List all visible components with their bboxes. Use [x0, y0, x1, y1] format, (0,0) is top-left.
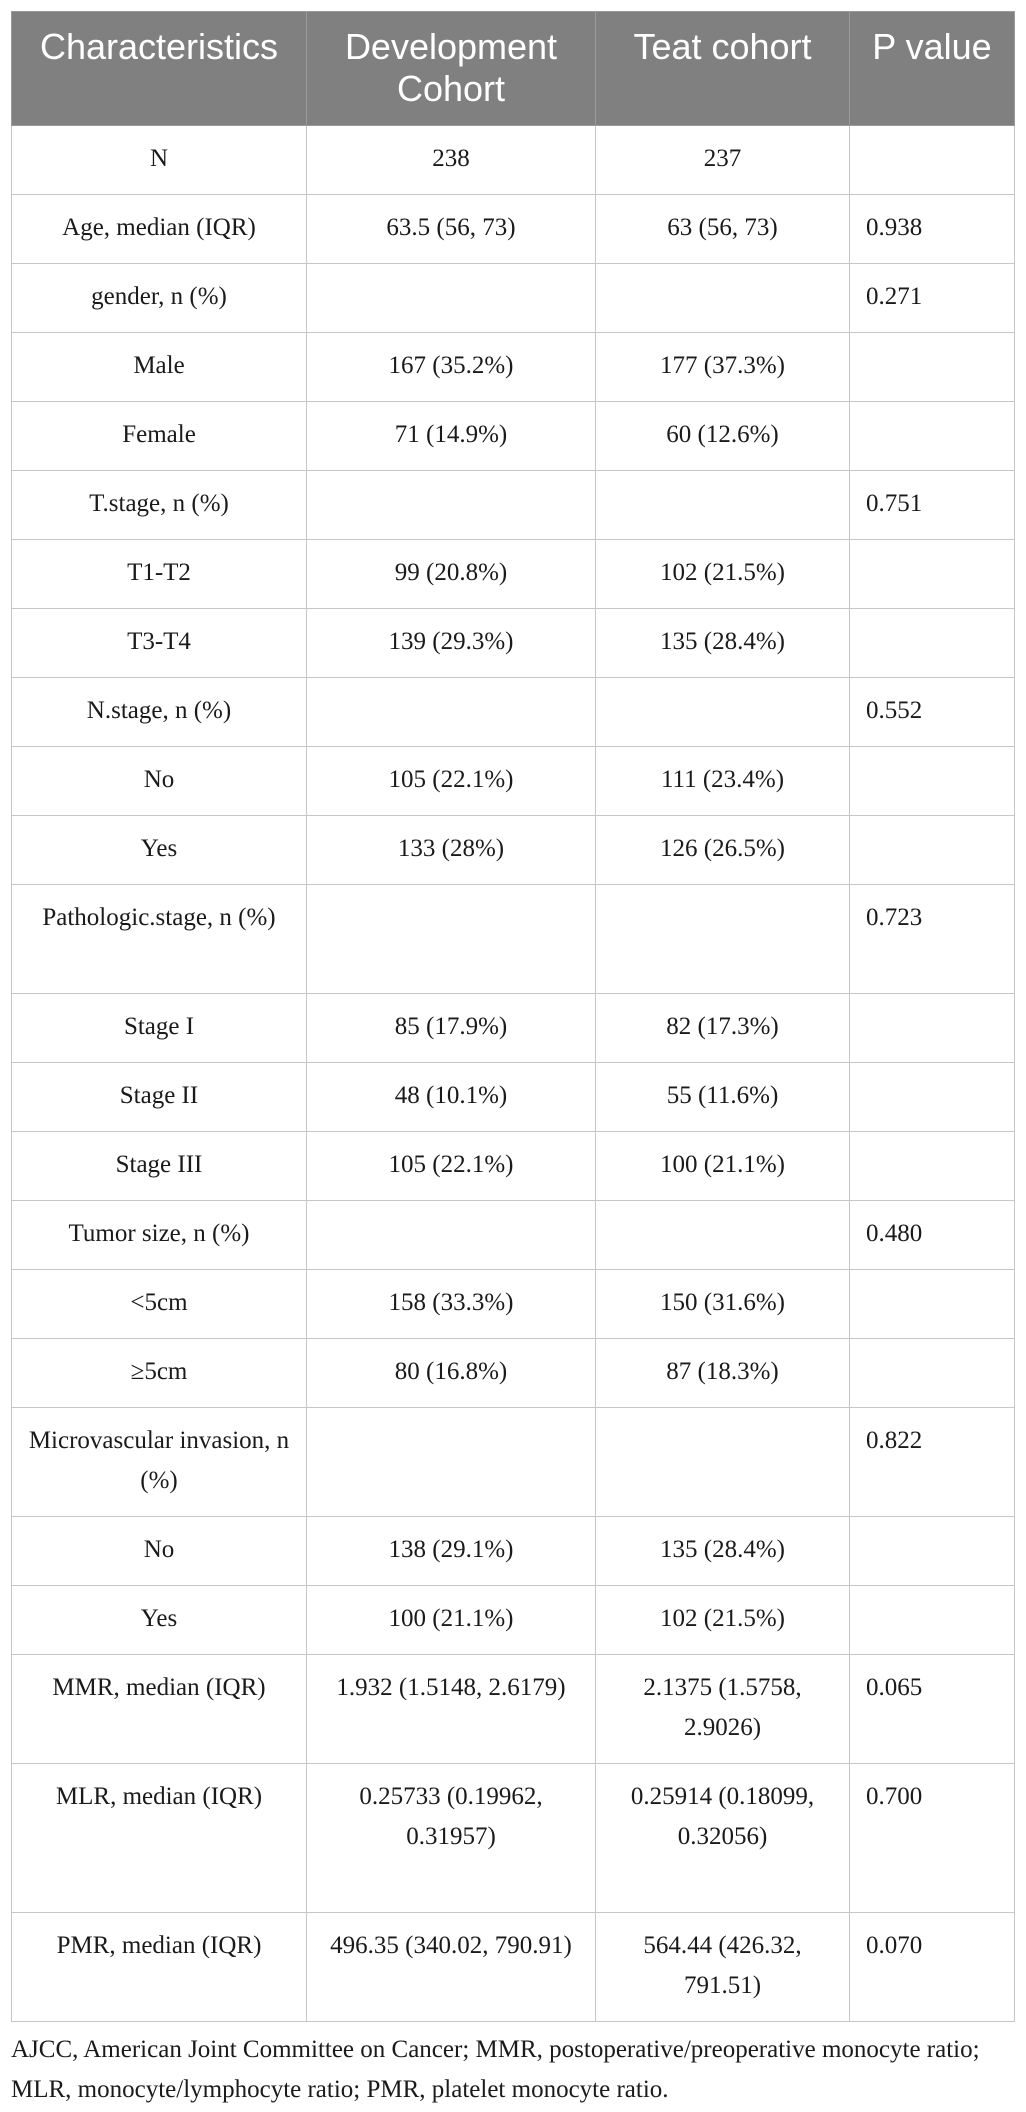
cell-characteristic: Male	[12, 333, 307, 402]
table-row	[12, 1132, 1015, 1201]
table-row	[12, 747, 1015, 816]
cell-development-cohort: 80 (16.8%)	[307, 1339, 596, 1408]
cell-p-value	[850, 747, 1015, 816]
table-row	[12, 333, 1015, 402]
header-row	[12, 12, 1015, 126]
cell-characteristic: N.stage, n (%)	[12, 678, 307, 747]
header-test-cohort: Teat cohort	[596, 12, 850, 126]
cell-characteristic: Female	[12, 402, 307, 471]
table-row	[12, 1201, 1015, 1270]
cell-test-cohort: 55 (11.6%)	[596, 1063, 850, 1132]
cell-characteristic: Pathologic.stage, n (%)	[12, 885, 307, 994]
table-body	[12, 126, 1015, 2022]
table-row	[12, 678, 1015, 747]
cell-characteristic: Microvascular invasion, n (%)	[12, 1408, 307, 1517]
cell-development-cohort: 48 (10.1%)	[307, 1063, 596, 1132]
cell-test-cohort	[596, 471, 850, 540]
cell-p-value: 0.065	[850, 1655, 1015, 1764]
cell-test-cohort	[596, 678, 850, 747]
table-row	[12, 1586, 1015, 1655]
cell-characteristic: Stage III	[12, 1132, 307, 1201]
cell-characteristic: Tumor size, n (%)	[12, 1201, 307, 1270]
cell-development-cohort: 238	[307, 126, 596, 195]
header-development-cohort: Development Cohort	[307, 12, 596, 126]
cell-p-value	[850, 540, 1015, 609]
cell-p-value: 0.070	[850, 1913, 1015, 2022]
cell-p-value	[850, 126, 1015, 195]
cell-test-cohort: 102 (21.5%)	[596, 1586, 850, 1655]
cell-p-value: 0.480	[850, 1201, 1015, 1270]
cell-development-cohort: 167 (35.2%)	[307, 333, 596, 402]
cell-development-cohort: 63.5 (56, 73)	[307, 195, 596, 264]
cell-p-value	[850, 402, 1015, 471]
cell-development-cohort: 100 (21.1%)	[307, 1586, 596, 1655]
cell-development-cohort	[307, 264, 596, 333]
cell-development-cohort: 85 (17.9%)	[307, 994, 596, 1063]
cell-development-cohort: 99 (20.8%)	[307, 540, 596, 609]
cell-test-cohort: 177 (37.3%)	[596, 333, 850, 402]
cell-p-value: 0.700	[850, 1764, 1015, 1913]
table-row	[12, 126, 1015, 195]
table-row	[12, 540, 1015, 609]
cell-characteristic: Stage II	[12, 1063, 307, 1132]
cell-characteristic: Yes	[12, 1586, 307, 1655]
cell-test-cohort: 126 (26.5%)	[596, 816, 850, 885]
cell-test-cohort: 60 (12.6%)	[596, 402, 850, 471]
cell-test-cohort	[596, 264, 850, 333]
cell-development-cohort: 105 (22.1%)	[307, 1132, 596, 1201]
table-row	[12, 609, 1015, 678]
cell-p-value: 0.751	[850, 471, 1015, 540]
cell-p-value: 0.822	[850, 1408, 1015, 1517]
cell-p-value	[850, 1586, 1015, 1655]
cell-development-cohort	[307, 678, 596, 747]
cell-development-cohort	[307, 885, 596, 994]
cell-p-value: 0.723	[850, 885, 1015, 994]
cell-p-value	[850, 994, 1015, 1063]
cell-test-cohort: 87 (18.3%)	[596, 1339, 850, 1408]
cell-test-cohort: 0.25914 (0.18099, 0.32056)	[596, 1764, 850, 1913]
cell-characteristic: ≥5cm	[12, 1339, 307, 1408]
cell-characteristic: MLR, median (IQR)	[12, 1764, 307, 1913]
cell-test-cohort: 82 (17.3%)	[596, 994, 850, 1063]
cell-development-cohort: 0.25733 (0.19962, 0.31957)	[307, 1764, 596, 1913]
cell-test-cohort: 102 (21.5%)	[596, 540, 850, 609]
table-row	[12, 1517, 1015, 1586]
cell-characteristic: No	[12, 747, 307, 816]
cell-test-cohort	[596, 885, 850, 994]
cell-development-cohort	[307, 1408, 596, 1517]
cell-p-value	[850, 1517, 1015, 1586]
table-row	[12, 1063, 1015, 1132]
cell-p-value	[850, 1132, 1015, 1201]
cell-test-cohort: 63 (56, 73)	[596, 195, 850, 264]
cell-p-value: 0.552	[850, 678, 1015, 747]
cell-test-cohort: 135 (28.4%)	[596, 1517, 850, 1586]
header-characteristics: Characteristics	[12, 12, 307, 126]
cell-test-cohort: 237	[596, 126, 850, 195]
table-row	[12, 1339, 1015, 1408]
cell-development-cohort: 158 (33.3%)	[307, 1270, 596, 1339]
header-p-value: P value	[850, 12, 1015, 126]
cell-p-value	[850, 1063, 1015, 1132]
cell-characteristic: MMR, median (IQR)	[12, 1655, 307, 1764]
cell-p-value	[850, 816, 1015, 885]
characteristics-table	[11, 11, 1015, 2022]
cell-development-cohort: 105 (22.1%)	[307, 747, 596, 816]
table-row	[12, 1270, 1015, 1339]
cell-characteristic: T.stage, n (%)	[12, 471, 307, 540]
cell-test-cohort	[596, 1201, 850, 1270]
cell-development-cohort: 1.932 (1.5148, 2.6179)	[307, 1655, 596, 1764]
cell-test-cohort: 111 (23.4%)	[596, 747, 850, 816]
table-row	[12, 885, 1015, 994]
cell-p-value	[850, 1270, 1015, 1339]
cell-test-cohort: 150 (31.6%)	[596, 1270, 850, 1339]
cell-p-value	[850, 1339, 1015, 1408]
cell-characteristic: T1-T2	[12, 540, 307, 609]
table-row	[12, 1764, 1015, 1913]
cell-development-cohort	[307, 471, 596, 540]
cell-development-cohort: 139 (29.3%)	[307, 609, 596, 678]
cell-characteristic: PMR, median (IQR)	[12, 1913, 307, 2022]
cell-development-cohort: 71 (14.9%)	[307, 402, 596, 471]
cell-test-cohort: 2.1375 (1.5758, 2.9026)	[596, 1655, 850, 1764]
cell-characteristic: No	[12, 1517, 307, 1586]
table-footnote: AJCC, American Joint Committee on Cancer; MMR, postoperative/preoperative monocyte ratio; MLR, monocyte/lymphocyte ratio; PMR, platelet monocyte ratio.	[11, 2036, 980, 2103]
characteristics-table-container	[11, 11, 1014, 2022]
cell-characteristic: Age, median (IQR)	[12, 195, 307, 264]
table-row	[12, 1913, 1015, 2022]
cell-characteristic: gender, n (%)	[12, 264, 307, 333]
cell-characteristic: T3-T4	[12, 609, 307, 678]
cell-characteristic: Stage I	[12, 994, 307, 1063]
table-row	[12, 1408, 1015, 1517]
cell-characteristic: Yes	[12, 816, 307, 885]
cell-p-value	[850, 609, 1015, 678]
cell-development-cohort: 133 (28%)	[307, 816, 596, 885]
cell-p-value: 0.271	[850, 264, 1015, 333]
cell-p-value	[850, 333, 1015, 402]
cell-test-cohort: 135 (28.4%)	[596, 609, 850, 678]
table-row	[12, 471, 1015, 540]
cell-development-cohort: 496.35 (340.02, 790.91)	[307, 1913, 596, 2022]
table-row	[12, 816, 1015, 885]
table-row	[12, 402, 1015, 471]
table-row	[12, 1655, 1015, 1764]
table-row	[12, 195, 1015, 264]
cell-development-cohort: 138 (29.1%)	[307, 1517, 596, 1586]
cell-characteristic: <5cm	[12, 1270, 307, 1339]
table-row	[12, 264, 1015, 333]
cell-characteristic: N	[12, 126, 307, 195]
cell-development-cohort	[307, 1201, 596, 1270]
cell-p-value: 0.938	[850, 195, 1015, 264]
table-row	[12, 994, 1015, 1063]
cell-test-cohort	[596, 1408, 850, 1517]
cell-test-cohort: 564.44 (426.32, 791.51)	[596, 1913, 850, 2022]
cell-test-cohort: 100 (21.1%)	[596, 1132, 850, 1201]
